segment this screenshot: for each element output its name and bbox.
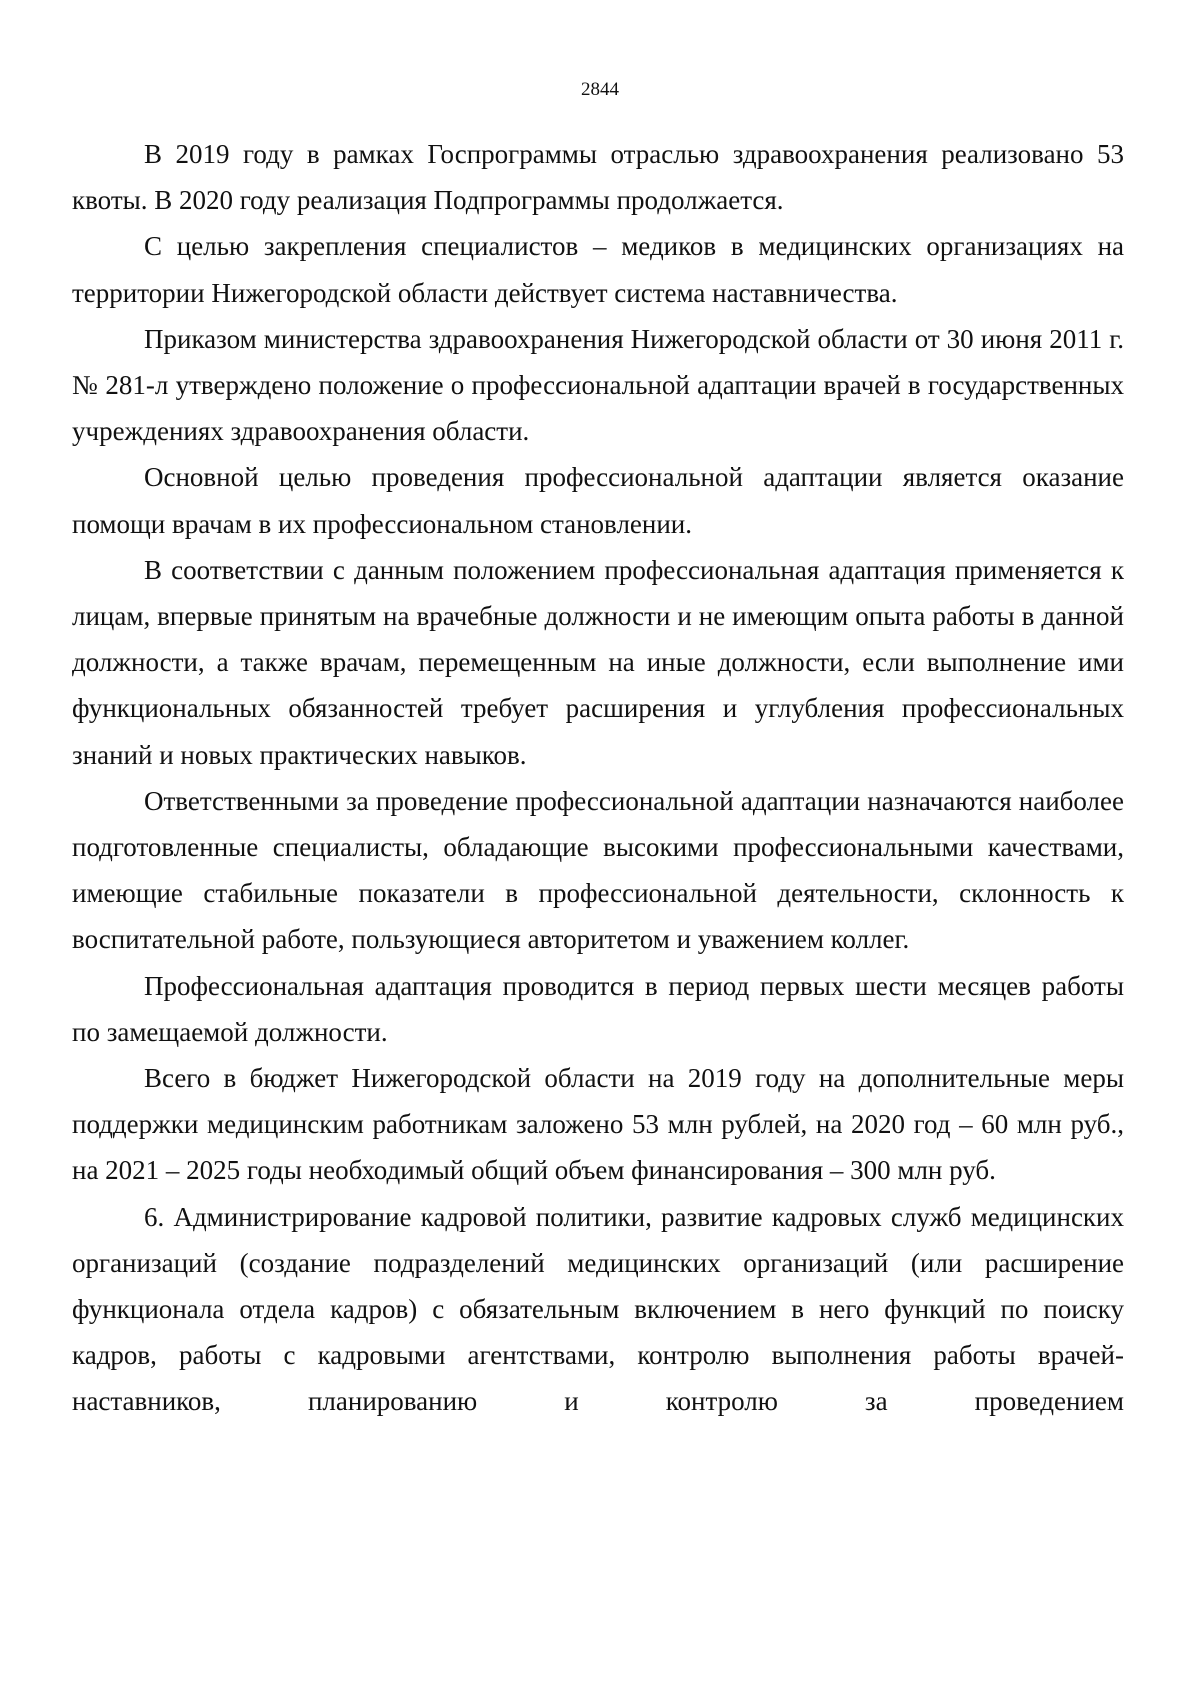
paragraph-adaptation-period: Профессиональная адаптация проводится в период первых шести месяцев работы по замещаемой должности. bbox=[72, 970, 1124, 1047]
paragraph-responsible-persons: Ответственными за проведение профессиональной адаптации назначаются наиболее подготовленные специалисты, обладающие высокими профессиональными качествами, имеющие стабильные показатели в профессиональной деятельности, склонность к воспитательной работе, пользующиеся авторитетом и уважением коллег. bbox=[72, 785, 1124, 955]
page-number: 2844 bbox=[581, 79, 619, 100]
paragraph-budget: Всего в бюджет Нижегородской области на 2019 году на дополнительные меры поддержки медицинским работникам заложено 53 млн рублей, на 2020 год – 60 млн руб., на 2021 – 2025 годы необходимый общий объем финансирования – 300 млн руб. bbox=[72, 1063, 1124, 1186]
paragraph-hr-administration: 6. Администрирование кадровой политики, развитие кадровых служб медицинских организаций (создание подразделений медицинских организаций (или расширение функционала отдела кадров) с обязательным включением в него функций по поиску кадров, работы с кадровыми агентствами, контролю выполнения работы врачей-наставников, планированию и контролю за проведением bbox=[72, 1201, 1124, 1417]
paragraph-ministry-order: Приказом министерства здравоохранения Нижегородской области от 30 июня 2011 г. № 281-л утверждено положение о профессиональной адаптации врачей в государственных учреждениях здравоохранения области. bbox=[72, 323, 1124, 447]
document-body bbox=[72, 131, 1124, 1425]
paragraph-quotas: В 2019 году в рамках Госпрограммы отраслью здравоохранения реализовано 53 квоты. В 2020 году реализация Подпрограммы продолжается. bbox=[72, 139, 1124, 216]
paragraph-adaptation-goal: Основной целью проведения профессиональной адаптации является оказание помощи врачам в их профессиональном становлении. bbox=[72, 462, 1124, 539]
paragraph-adaptation-scope: В соответствии с данным положением профессиональная адаптация применяется к лицам, впервые принятым на врачебные должности и не имеющим опыта работы в данной должности, а также врачам, перемещенным на иные должности, если выполнение ими функциональных обязанностей требует расширения и углубления профессиональных знаний и новых практических навыков. bbox=[72, 554, 1124, 770]
paragraph-mentoring-system: С целью закрепления специалистов – медиков в медицинских организациях на территории Нижегородской области действует система наставничества. bbox=[72, 231, 1124, 308]
